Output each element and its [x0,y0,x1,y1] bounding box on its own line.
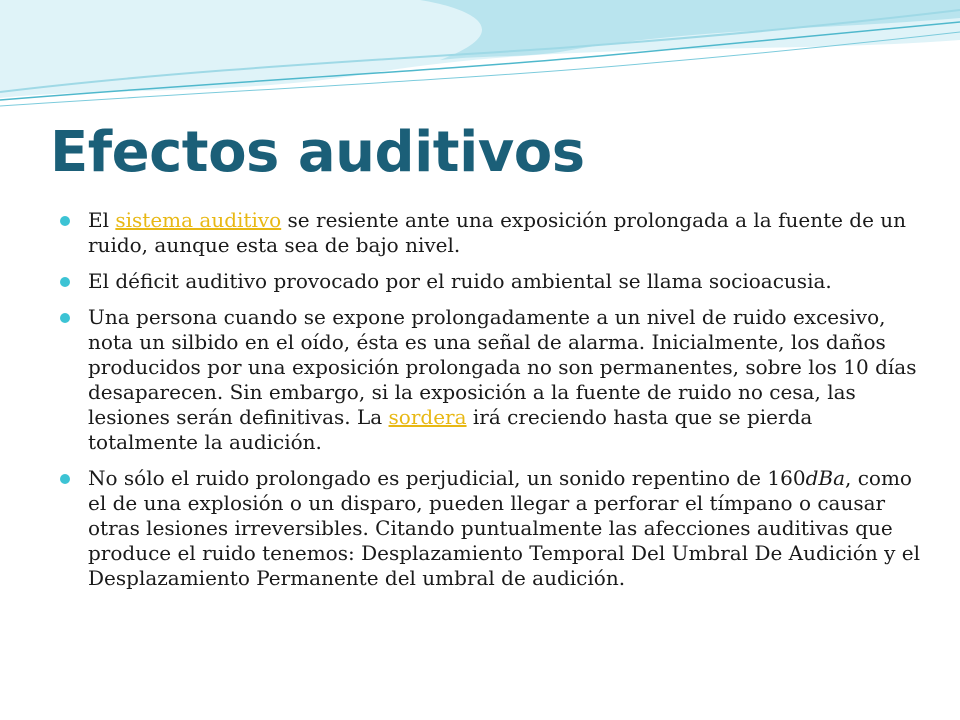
slide-title: Efectos auditivos [50,120,585,185]
bullet-item-4 [58,466,928,591]
bullet-4-text-start: No sólo el ruido prolongado es perjudicial, un sonido repentino de 160 [88,466,806,490]
bullet-item-1 [58,208,928,258]
bullet-2-text: El déficit auditivo provocado por el ruido ambiental se llama socioacusia. [88,269,832,293]
bullet-1-text-end: se resiente ante una exposición prolongada a la fuente de un ruido, aunque esta sea de bajo nivel. [88,208,907,257]
bullet-1-text-start: El [88,208,116,232]
link-sordera[interactable]: sordera [388,405,467,429]
bullet-item-2 [58,269,928,294]
bullet-list [58,208,928,602]
bullet-4-unit-italic: dBa [805,466,845,490]
link-sistema-auditivo[interactable]: sistema auditivo [115,208,282,232]
bullet-dot-icon [60,216,70,226]
bullet-dot-icon [60,313,70,323]
bullet-3-text-start: Una persona cuando se expone prolongadamente a un nivel de ruido excesivo, nota un silbido en el oído, ésta es una señal de alarma. Inicialmente, los daños producidos por una exposición prolongada no son permanentes, sobre los 10 días desaparecen. Sin embargo, si la exposición a la fuente de ruido no cesa, las lesiones serán definitivas. La [88,305,917,429]
bullet-3-text-end: irá creciendo hasta que se pierda totalmente la audición. [88,405,813,454]
bullet-dot-icon [60,474,70,484]
header-wave-decoration [0,0,960,110]
bullet-item-3 [58,305,928,455]
bullet-4-text-end: , como el de una explosión o un disparo, pueden llegar a perforar el tímpano o causar otras lesiones irreversibles. Citando puntualmente las afecciones auditivas que produce el ruido tenemos: Desplazamiento Temporal Del Umbral De Audición y el Desplazamiento Permanente del umbral de audición. [88,466,920,590]
bullet-dot-icon [60,277,70,287]
